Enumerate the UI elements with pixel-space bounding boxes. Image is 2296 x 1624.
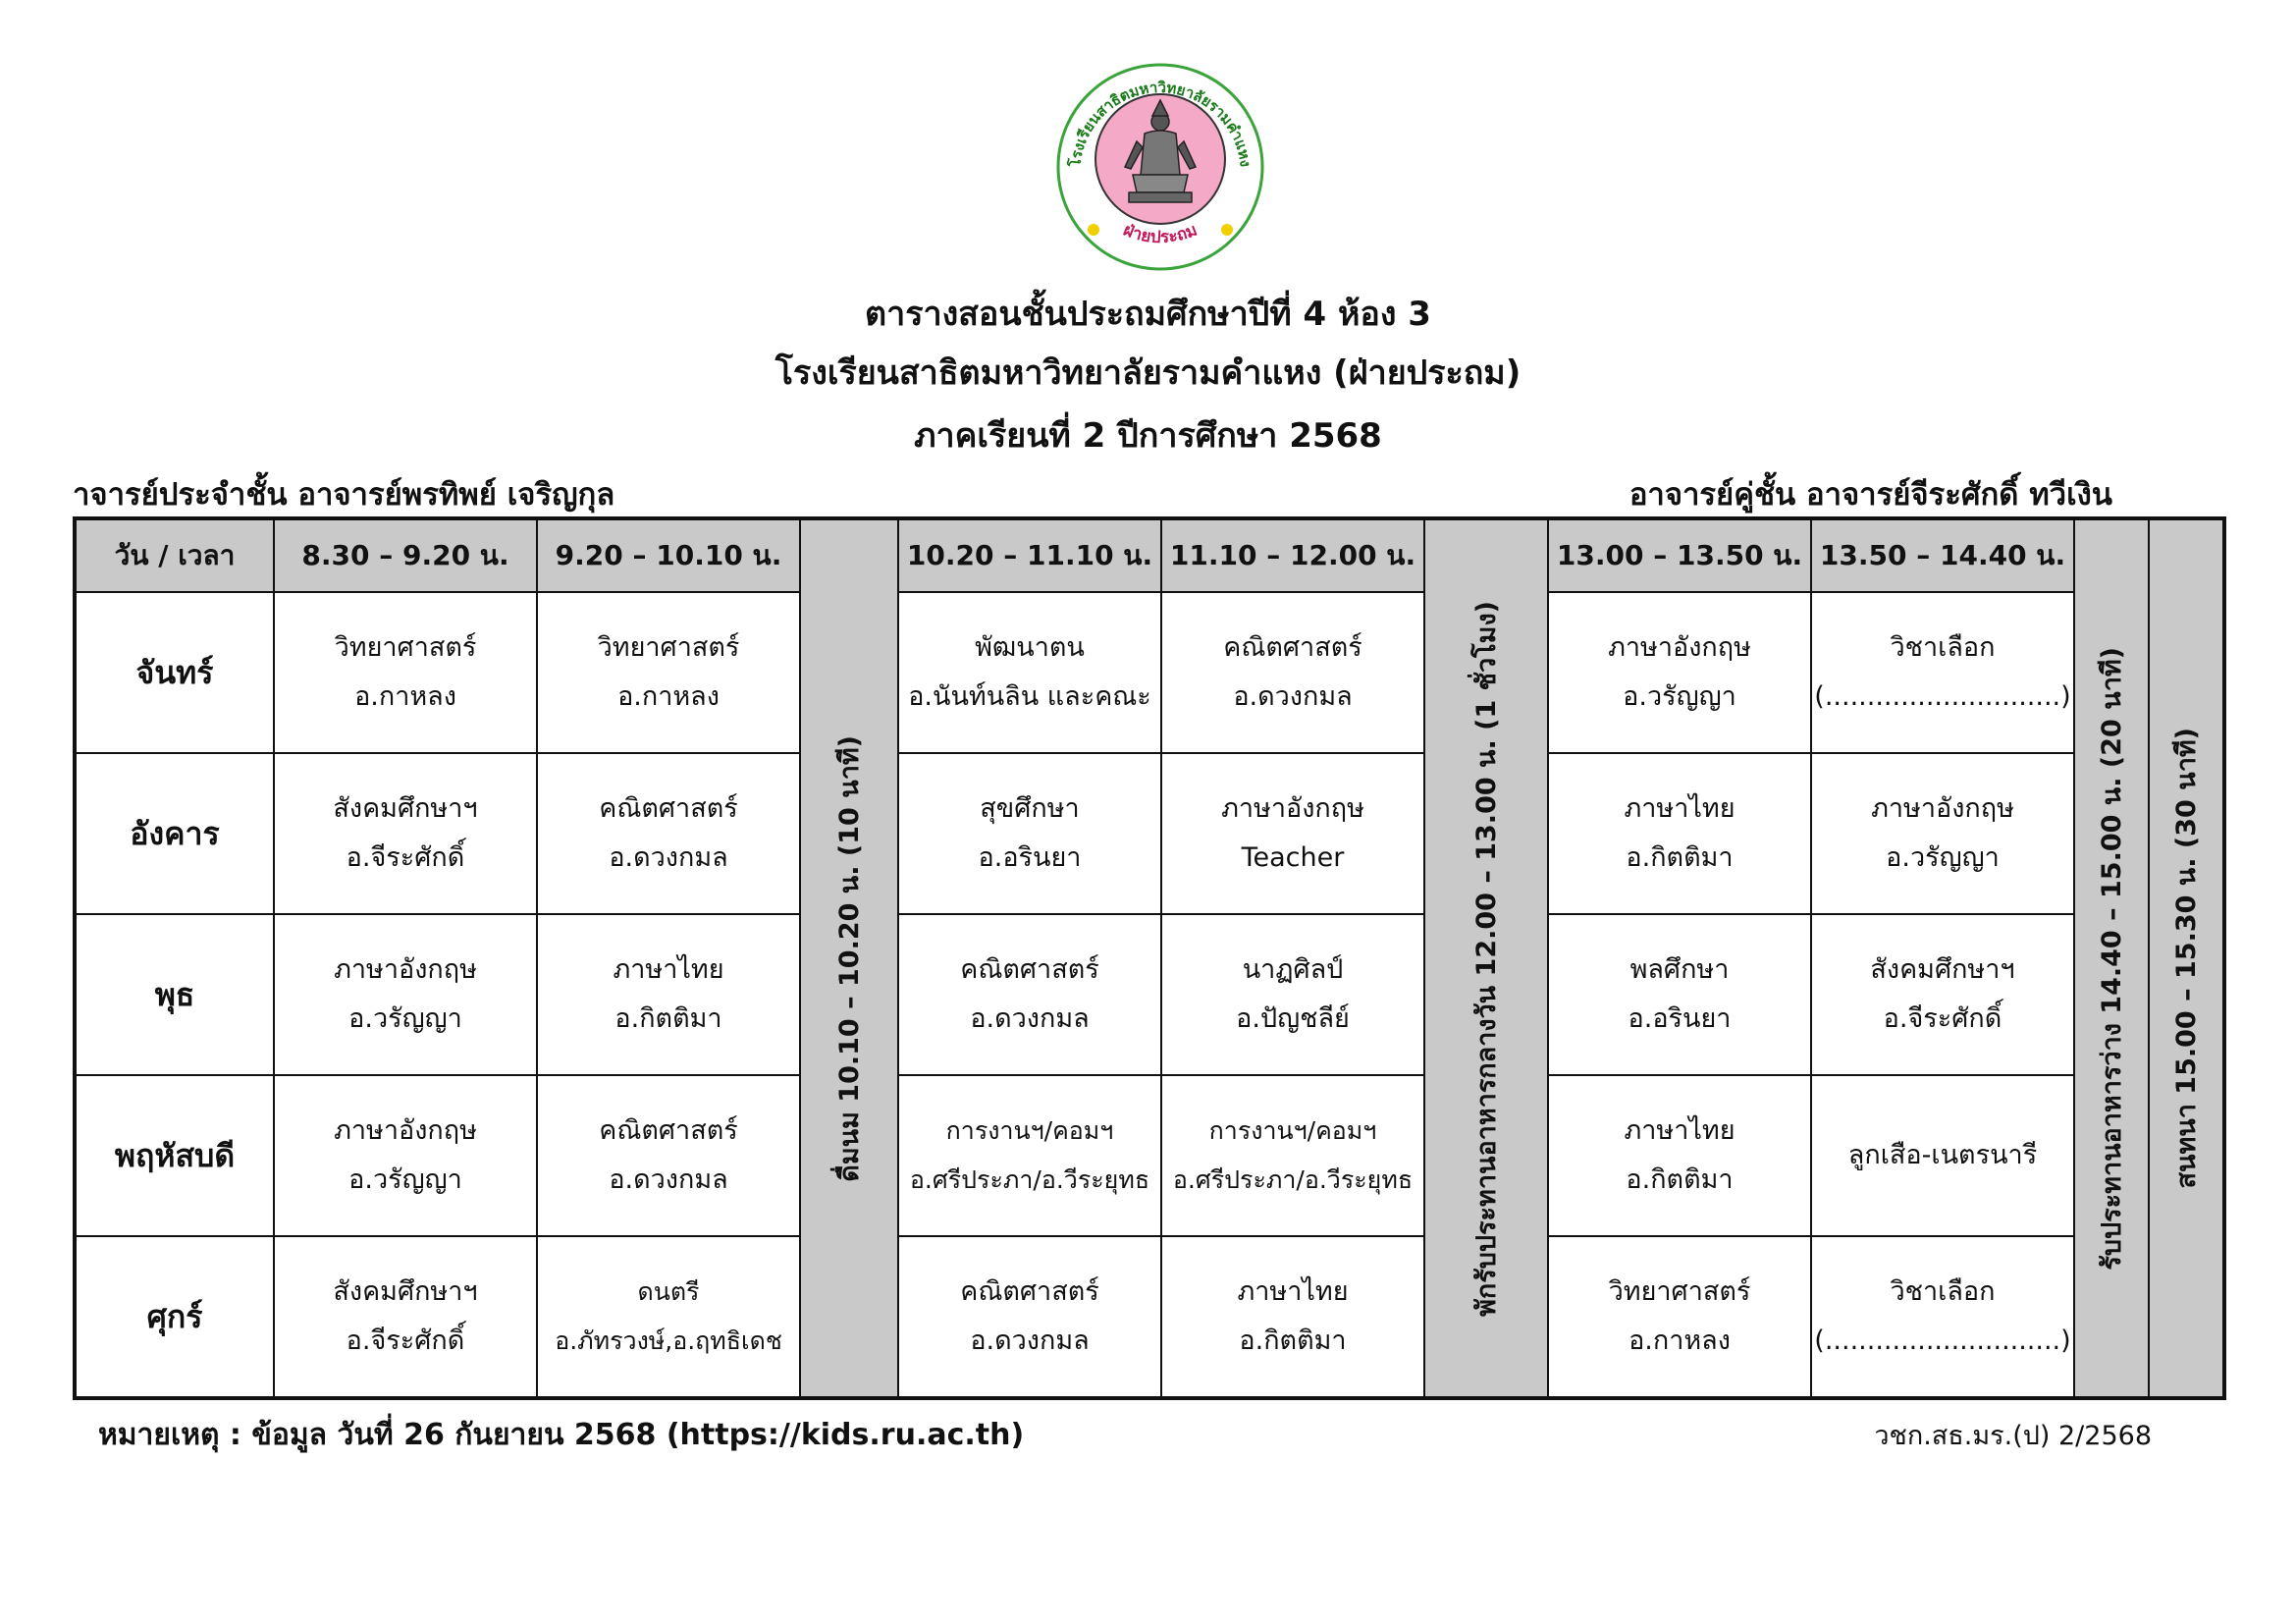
flower-icon [1221, 224, 1233, 236]
class-cell: ภาษาอังกฤษ อ.วรัญญา [1811, 753, 2074, 914]
afternoon-snack-break: รับประทานอาหารว่าง 14.40 – 15.00 น. (20 นาที) [2074, 518, 2149, 1398]
header-period-6: 13.50 – 14.40 น. [1811, 518, 2074, 592]
class-cell: ภาษาอังกฤษ อ.วรัญญา [1548, 592, 1811, 753]
semester-line: ภาคเรียนที่ 2 ปีการศึกษา 2568 [914, 416, 1382, 456]
footer-note: หมายเหตุ : ข้อมูล วันที่ 26 กันยายน 2568 (https://kids.ru.ac.th) [98, 1418, 1025, 1452]
class-cell: คณิตศาสตร์ อ.ดวงกมล [898, 1236, 1161, 1398]
day-label: ศุกร์ [75, 1236, 274, 1398]
class-cell: วิชาเลือก (............................) [1811, 592, 2074, 753]
class-cell: สังคมศึกษาฯ อ.จีระศักดิ์ [274, 753, 537, 914]
class-cell: พัฒนาตน อ.นันท์นลิน และคณะ [898, 592, 1161, 753]
document-code: วชก.สธ.มร.(ป) 2/2568 [1874, 1421, 2152, 1451]
class-cell: วิทยาศาสตร์ อ.กาหลง [1548, 1236, 1811, 1398]
header-row [75, 518, 2224, 592]
table-row [75, 592, 2224, 753]
class-cell: การงานฯ/คอมฯ อ.ศรีประภา/อ.วีระยุทธ [1161, 1075, 1424, 1236]
class-cell: คณิตศาสตร์ อ.ดวงกมล [537, 1075, 800, 1236]
school-logo [1042, 57, 1278, 275]
chat-period: สนทนา 15.00 – 15.30 น. (30 นาที) [2149, 518, 2224, 1398]
class-cell: การงานฯ/คอมฯ อ.ศรีประภา/อ.วีระยุทธ [898, 1075, 1161, 1236]
class-cell: ภาษาอังกฤษ Teacher [1161, 753, 1424, 914]
class-cell: ภาษาไทย อ.กิตติมา [1161, 1236, 1424, 1398]
homeroom-teacher: าจารย์ประจำชั้น อาจารย์พรทิพย์ เจริญกุล [73, 477, 615, 513]
school-name: โรงเรียนสาธิตมหาวิทยาลัยรามคำแหง (ฝ่ายประถม) [774, 353, 1522, 393]
class-cell: คณิตศาสตร์ อ.ดวงกมล [1161, 592, 1424, 753]
class-cell: ภาษาอังกฤษ อ.วรัญญา [274, 914, 537, 1075]
timetable [73, 516, 2226, 1400]
header-period-5: 13.00 – 13.50 น. [1548, 518, 1811, 592]
table-row [75, 753, 2224, 914]
flower-icon [1088, 224, 1099, 236]
class-cell: สุขศึกษา อ.อรินยา [898, 753, 1161, 914]
table-row [75, 1075, 2224, 1236]
day-label: จันทร์ [75, 592, 274, 753]
header-day-time: วัน / เวลา [75, 518, 274, 592]
header-period-2: 9.20 – 10.10 น. [537, 518, 800, 592]
class-cell: ภาษาไทย อ.กิตติมา [1548, 753, 1811, 914]
class-cell: ภาษาอังกฤษ อ.วรัญญา [274, 1075, 537, 1236]
class-cell: วิทยาศาสตร์ อ.กาหลง [274, 592, 537, 753]
class-cell: สังคมศึกษาฯ อ.จีระศักดิ์ [1811, 914, 2074, 1075]
class-cell: วิชาเลือก (............................) [1811, 1236, 2074, 1398]
header-period-4: 11.10 – 12.00 น. [1161, 518, 1424, 592]
header-period-1: 8.30 – 9.20 น. [274, 518, 537, 592]
class-cell: พลศึกษา อ.อรินยา [1548, 914, 1811, 1075]
class-cell: ดนตรี อ.ภัทรวงษ์,อ.ฤทธิเดช [537, 1236, 800, 1398]
class-cell: ภาษาไทย อ.กิตติมา [537, 914, 800, 1075]
class-cell: คณิตศาสตร์ อ.ดวงกมล [898, 914, 1161, 1075]
page-title: ตารางสอนชั้นประถมศึกษาปีที่ 4 ห้อง 3 [865, 295, 1431, 334]
snack-break: ดื่มนม 10.10 – 10.20 น. (10 นาที) [800, 518, 898, 1398]
day-label: พุธ [75, 914, 274, 1075]
logo-text-bottom: ฝ่ายประถม [1120, 220, 1201, 248]
co-teacher: อาจารย์คู่ชั้น อาจารย์จีระศักดิ์ ทวีเงิน [1629, 477, 2112, 513]
day-label: อังคาร [75, 753, 274, 914]
class-cell: สังคมศึกษาฯ อ.จีระศักดิ์ [274, 1236, 537, 1398]
class-cell: วิทยาศาสตร์ อ.กาหลง [537, 592, 800, 753]
class-cell: คณิตศาสตร์ อ.ดวงกมล [537, 753, 800, 914]
table-row [75, 1236, 2224, 1398]
class-cell: ภาษาไทย อ.กิตติมา [1548, 1075, 1811, 1236]
table-row [75, 914, 2224, 1075]
day-label: พฤหัสบดี [75, 1075, 274, 1236]
class-cell: ลูกเสือ-เนตรนารี [1811, 1075, 2074, 1236]
logo-text-top: โรงเรียนสาธิตมหาวิทยาลัยรามคำแหง [1066, 78, 1255, 168]
lunch-break: พักรับประทานอาหารกลางวัน 12.00 – 13.00 น. (1 ชั่วโมง) [1424, 518, 1548, 1398]
class-cell: นาฏศิลป์ อ.ปัญชลีย์ [1161, 914, 1424, 1075]
header-period-3: 10.20 – 11.10 น. [898, 518, 1161, 592]
